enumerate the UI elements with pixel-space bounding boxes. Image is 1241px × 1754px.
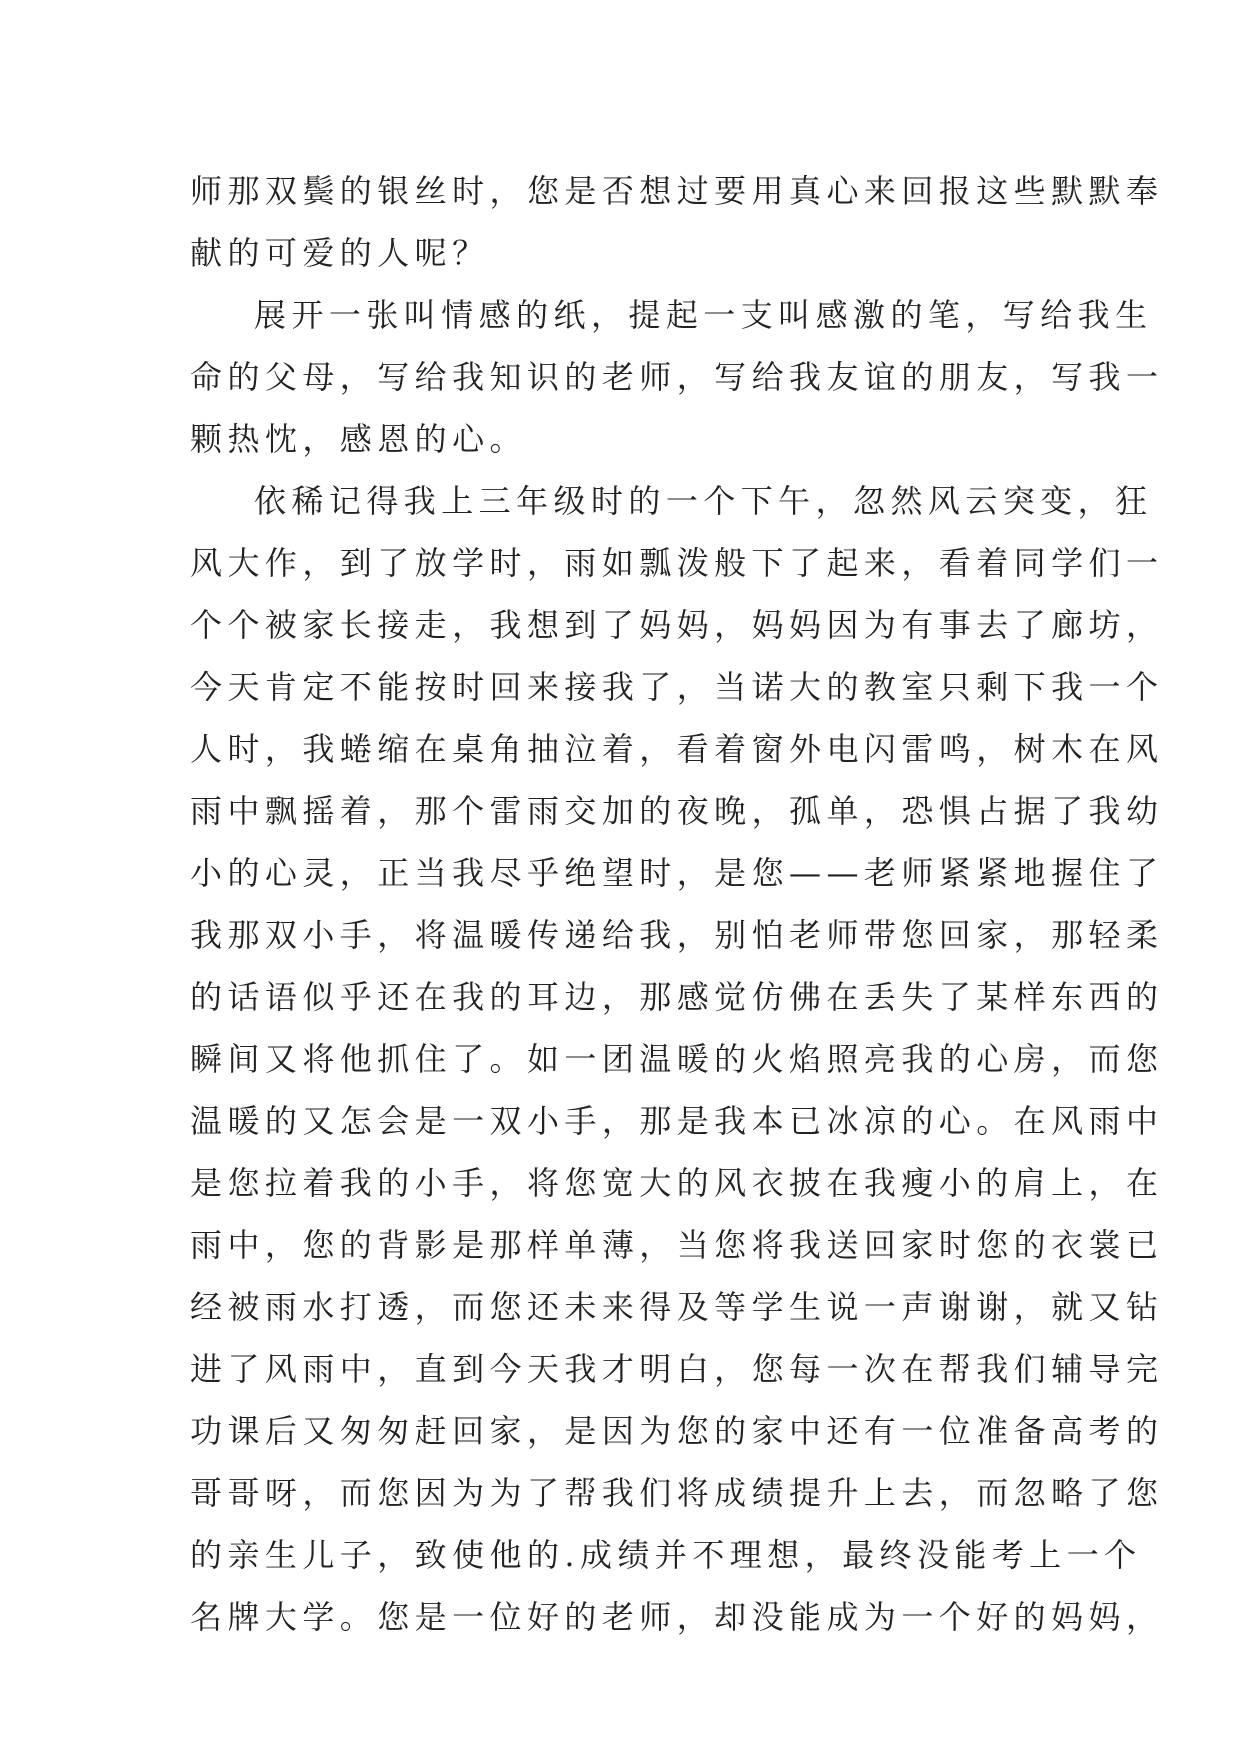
text-line: 师那双鬓的银丝时，您是否想过要用真心来回报这些默默奉 [190,172,1164,210]
text-line: 经被雨水打透，而您还未来得及等学生说一声谢谢，就又钻 [190,1288,1164,1326]
text-line: 哥哥呀，而您因为为了帮我们将成绩提升上去，而忽略了您 [190,1474,1164,1512]
text-line: 的话语似乎还在我的耳边，那感觉仿佛在丢失了某样东西的 [190,978,1164,1016]
text-line: 是您拉着我的小手，将您宽大的风衣披在我瘦小的肩上，在 [190,1164,1164,1202]
text-line: 瞬间又将他抓住了。如一团温暖的火焰照亮我的心房，而您 [190,1040,1164,1078]
paragraph-first-line: 依稀记得我上三年级时的一个下午，忽然风云突变，狂 [254,482,1153,520]
text-line: 功课后又匆匆赶回家，是因为您的家中还有一位准备高考的 [190,1412,1164,1450]
body-text [190,160,1164,1648]
paragraph-first-line: 展开一张叫情感的纸，提起一支叫感激的笔，写给我生 [254,296,1153,334]
text-line: 我那双小手，将温暖传递给我，别怕老师带您回家，那轻柔 [190,916,1164,954]
text-line: 温暖的又怎会是一双小手，那是我本已冰凉的心。在风雨中 [190,1102,1164,1140]
text-line: 名牌大学。您是一位好的老师，却没能成为一个好的妈妈， [190,1598,1164,1636]
text-line: 个个被家长接走，我想到了妈妈，妈妈因为有事去了廊坊， [190,606,1164,644]
text-line: 雨中，您的背影是那样单薄，当您将我送回家时您的衣裳已 [190,1226,1164,1264]
text-line: 献的可爱的人呢？ [190,234,490,272]
text-line: 命的父母，写给我知识的老师，写给我友谊的朋友，写我一 [190,358,1164,396]
text-line: 雨中飘摇着，那个雷雨交加的夜晚，孤单，恐惧占据了我幼 [190,792,1164,830]
text-line: 的亲生儿子，致使他的.成绩并不理想，最终没能考上一个 [190,1536,1142,1574]
text-line: 进了风雨中，直到今天我才明白，您每一次在帮我们辅导完 [190,1350,1164,1388]
text-line: 颗热忱，感恩的心。 [190,420,527,458]
text-line: 人时，我蜷缩在桌角抽泣着，看着窗外电闪雷鸣，树木在风 [190,730,1164,768]
text-line: 小的心灵，正当我尽乎绝望时，是您——老师紧紧地握住了 [190,854,1164,892]
text-line: 风大作，到了放学时，雨如瓢泼般下了起来，看着同学们一 [190,544,1164,582]
text-line: 今天肯定不能按时回来接我了，当诺大的教室只剩下我一个 [190,668,1164,706]
